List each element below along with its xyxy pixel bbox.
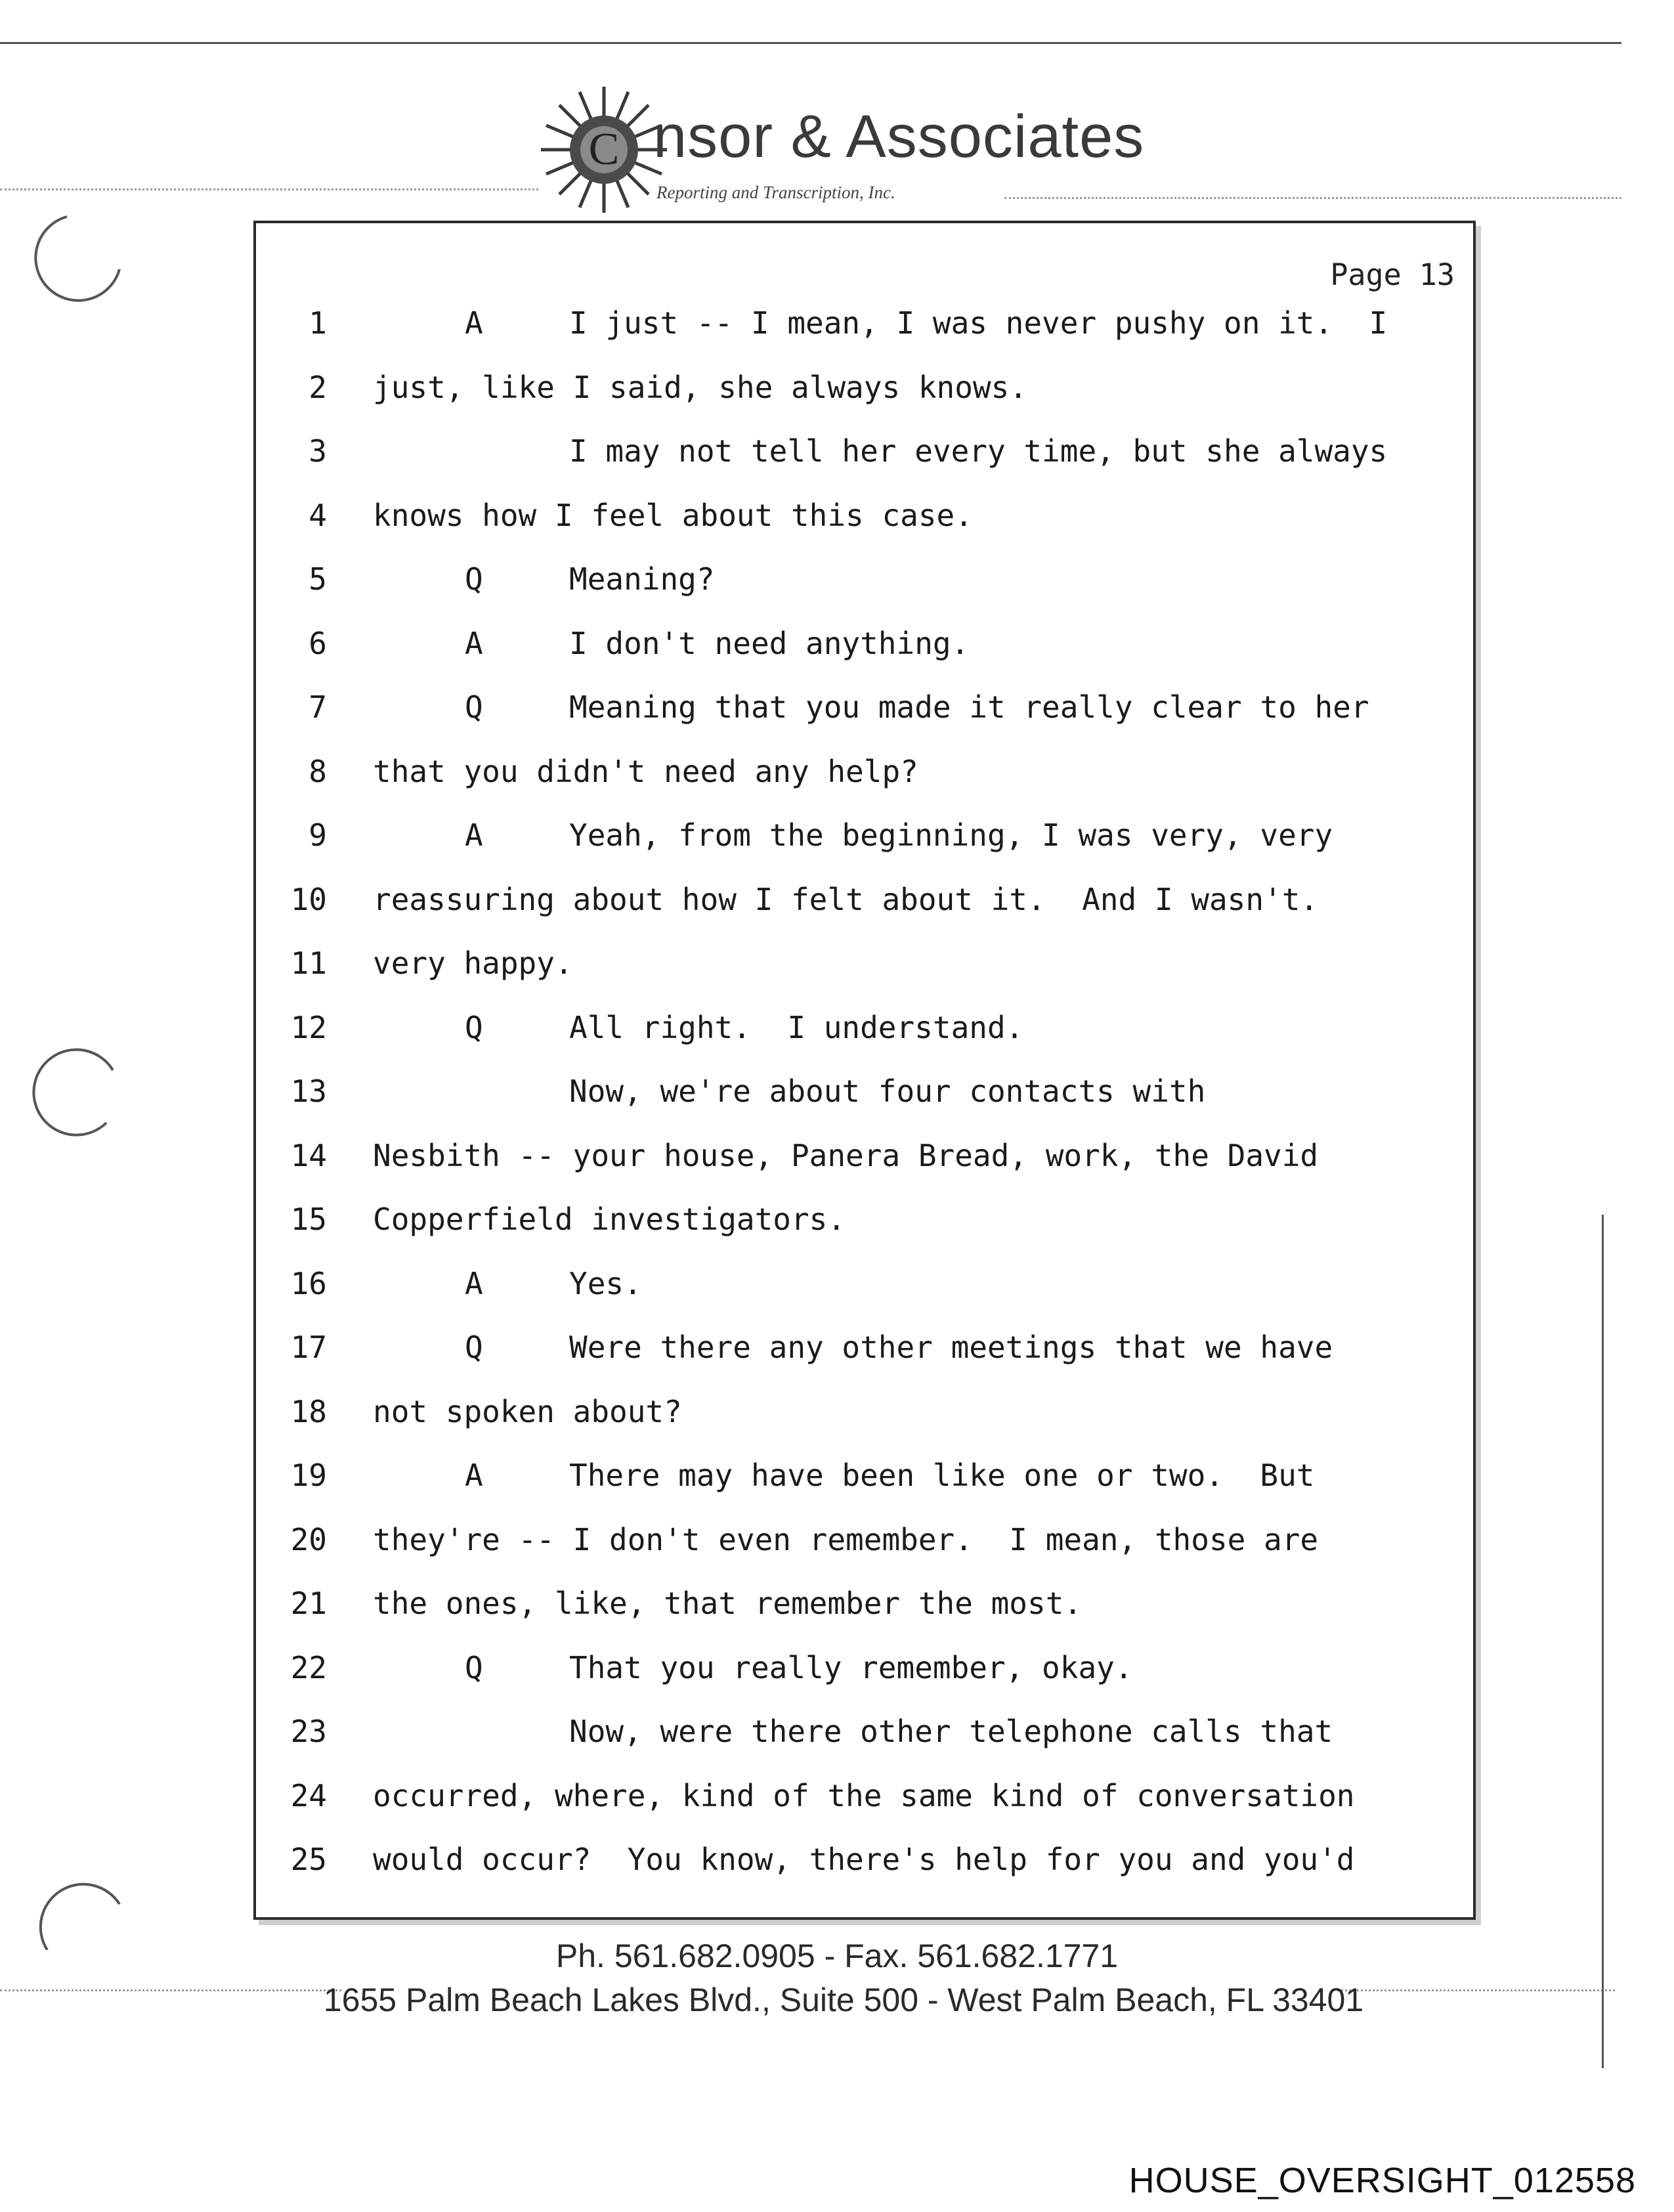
line-text: There may have been like one or two. But [569, 1458, 1315, 1493]
line-text: they're -- I don't even remember. I mean, those are [373, 1521, 1319, 1557]
line-number: 18 [290, 1393, 327, 1429]
line-text: would occur? You know, there's help for you and you'd [373, 1842, 1355, 1877]
transcript-line [256, 945, 1473, 1010]
line-text: All right. I understand. [569, 1009, 1024, 1045]
speaker-label: A [465, 1458, 483, 1493]
speaker-label: Q [465, 1330, 483, 1365]
line-number: 6 [309, 625, 327, 661]
line-number: 14 [290, 1137, 327, 1173]
line-number: 11 [290, 945, 327, 981]
transcript-line [256, 754, 1473, 818]
transcript-line [256, 370, 1473, 434]
line-text: the ones, like, that remember the most. [373, 1586, 1083, 1621]
line-text: just, like I said, she always knows. [373, 369, 1027, 405]
transcript-line [256, 626, 1473, 690]
company-tagline: Reporting and Transcription, Inc. [656, 183, 895, 202]
line-number: 23 [290, 1714, 327, 1749]
company-name: nsor & Associates [653, 103, 1145, 170]
footer-address: 1655 Palm Beach Lakes Blvd., Suite 500 - West Palm Beach, FL 33401 [323, 1982, 1364, 2018]
transcript-line [256, 1394, 1473, 1458]
svg-text:C: C [588, 124, 620, 175]
line-number: 25 [290, 1842, 327, 1877]
line-number: 7 [309, 689, 327, 725]
transcript-line [256, 1586, 1473, 1650]
line-number: 21 [290, 1586, 327, 1621]
transcript-line [256, 561, 1473, 626]
line-text: that you didn't need any help? [373, 753, 918, 789]
line-text: I don't need anything. [569, 625, 970, 661]
transcript-line [256, 1714, 1473, 1778]
line-number: 19 [290, 1458, 327, 1493]
transcript-line [256, 1202, 1473, 1266]
line-number: 24 [290, 1777, 327, 1813]
speaker-label: Q [465, 561, 483, 597]
line-number: 8 [309, 753, 327, 789]
line-text: reassuring about how I felt about it. And I wasn't. [373, 881, 1319, 917]
transcript-lines [256, 305, 1473, 1906]
punch-hole-bottom [28, 1852, 126, 1950]
line-text: Meaning? [569, 561, 715, 597]
speaker-label: A [465, 817, 483, 853]
transcript-line [256, 882, 1473, 946]
line-number: 10 [290, 881, 327, 917]
transcript-line [256, 1458, 1473, 1522]
transcript-line [256, 1522, 1473, 1586]
line-text: occurred, where, kind of the same kind of conversation [373, 1777, 1355, 1813]
line-text: That you really remember, okay. [569, 1649, 1133, 1685]
speaker-label: A [465, 1265, 483, 1301]
line-text: Meaning that you made it really clear to her [569, 689, 1369, 725]
line-number: 13 [290, 1073, 327, 1109]
transcript-line [256, 817, 1473, 882]
bates-number: HOUSE_OVERSIGHT_012558 [1128, 2161, 1636, 2200]
speaker-label: A [465, 625, 483, 661]
line-text: I just -- I mean, I was never pushy on it. I [569, 305, 1388, 341]
line-number: 20 [290, 1521, 327, 1557]
line-text: knows how I feel about this case. [373, 497, 973, 533]
transcript-line [256, 1650, 1473, 1714]
footer-contact: Ph. 561.682.0905 - Fax. 561.682.1771 [555, 1938, 1119, 1974]
transcript-line [256, 1778, 1473, 1842]
transcript-line [256, 1330, 1473, 1394]
speaker-label: Q [465, 689, 483, 725]
line-text: Were there any other meetings that we have [569, 1330, 1333, 1365]
line-number: 5 [309, 561, 327, 597]
line-text: Now, were there other telephone calls that [569, 1714, 1333, 1749]
line-number: 4 [309, 497, 327, 533]
transcript-line [256, 1842, 1473, 1906]
transcript-line [256, 498, 1473, 562]
sunburst-logo-icon [538, 84, 670, 215]
speaker-label: Q [465, 1009, 483, 1045]
line-number: 15 [290, 1202, 327, 1237]
top-scan-rule [0, 42, 1621, 44]
line-number: 2 [309, 369, 327, 405]
letterhead-logo [538, 84, 1145, 215]
line-number: 16 [290, 1265, 327, 1301]
line-number: 9 [309, 817, 327, 853]
punch-hole-middle [28, 1044, 126, 1142]
speaker-label: A [465, 305, 483, 341]
line-number: 12 [290, 1009, 327, 1045]
line-number: 3 [309, 433, 327, 469]
transcript-line [256, 433, 1473, 498]
transcript-page [253, 221, 1476, 1920]
line-text: Yes. [569, 1265, 642, 1301]
line-text: I may not tell her every time, but she always [569, 433, 1388, 469]
punch-hole-top [28, 210, 126, 309]
transcript-line [256, 1073, 1473, 1138]
line-text: not spoken about? [373, 1393, 682, 1429]
transcript-line [256, 689, 1473, 754]
header-speckle-left [0, 188, 538, 190]
line-number: 17 [290, 1330, 327, 1365]
page-number: Page 13 [1330, 257, 1455, 292]
line-text: Yeah, from the beginning, I was very, very [569, 817, 1333, 853]
transcript-line [256, 305, 1473, 370]
transcript-line [256, 1010, 1473, 1074]
line-text: Now, we're about four contacts with [569, 1073, 1206, 1109]
transcript-line [256, 1138, 1473, 1202]
line-number: 1 [309, 305, 327, 341]
line-number: 22 [290, 1649, 327, 1685]
line-text: Nesbith -- your house, Panera Bread, work, the David [373, 1137, 1319, 1173]
speaker-label: Q [465, 1649, 483, 1685]
line-text: very happy. [373, 945, 573, 981]
line-text: Copperfield investigators. [373, 1202, 846, 1237]
transcript-line [256, 1266, 1473, 1330]
